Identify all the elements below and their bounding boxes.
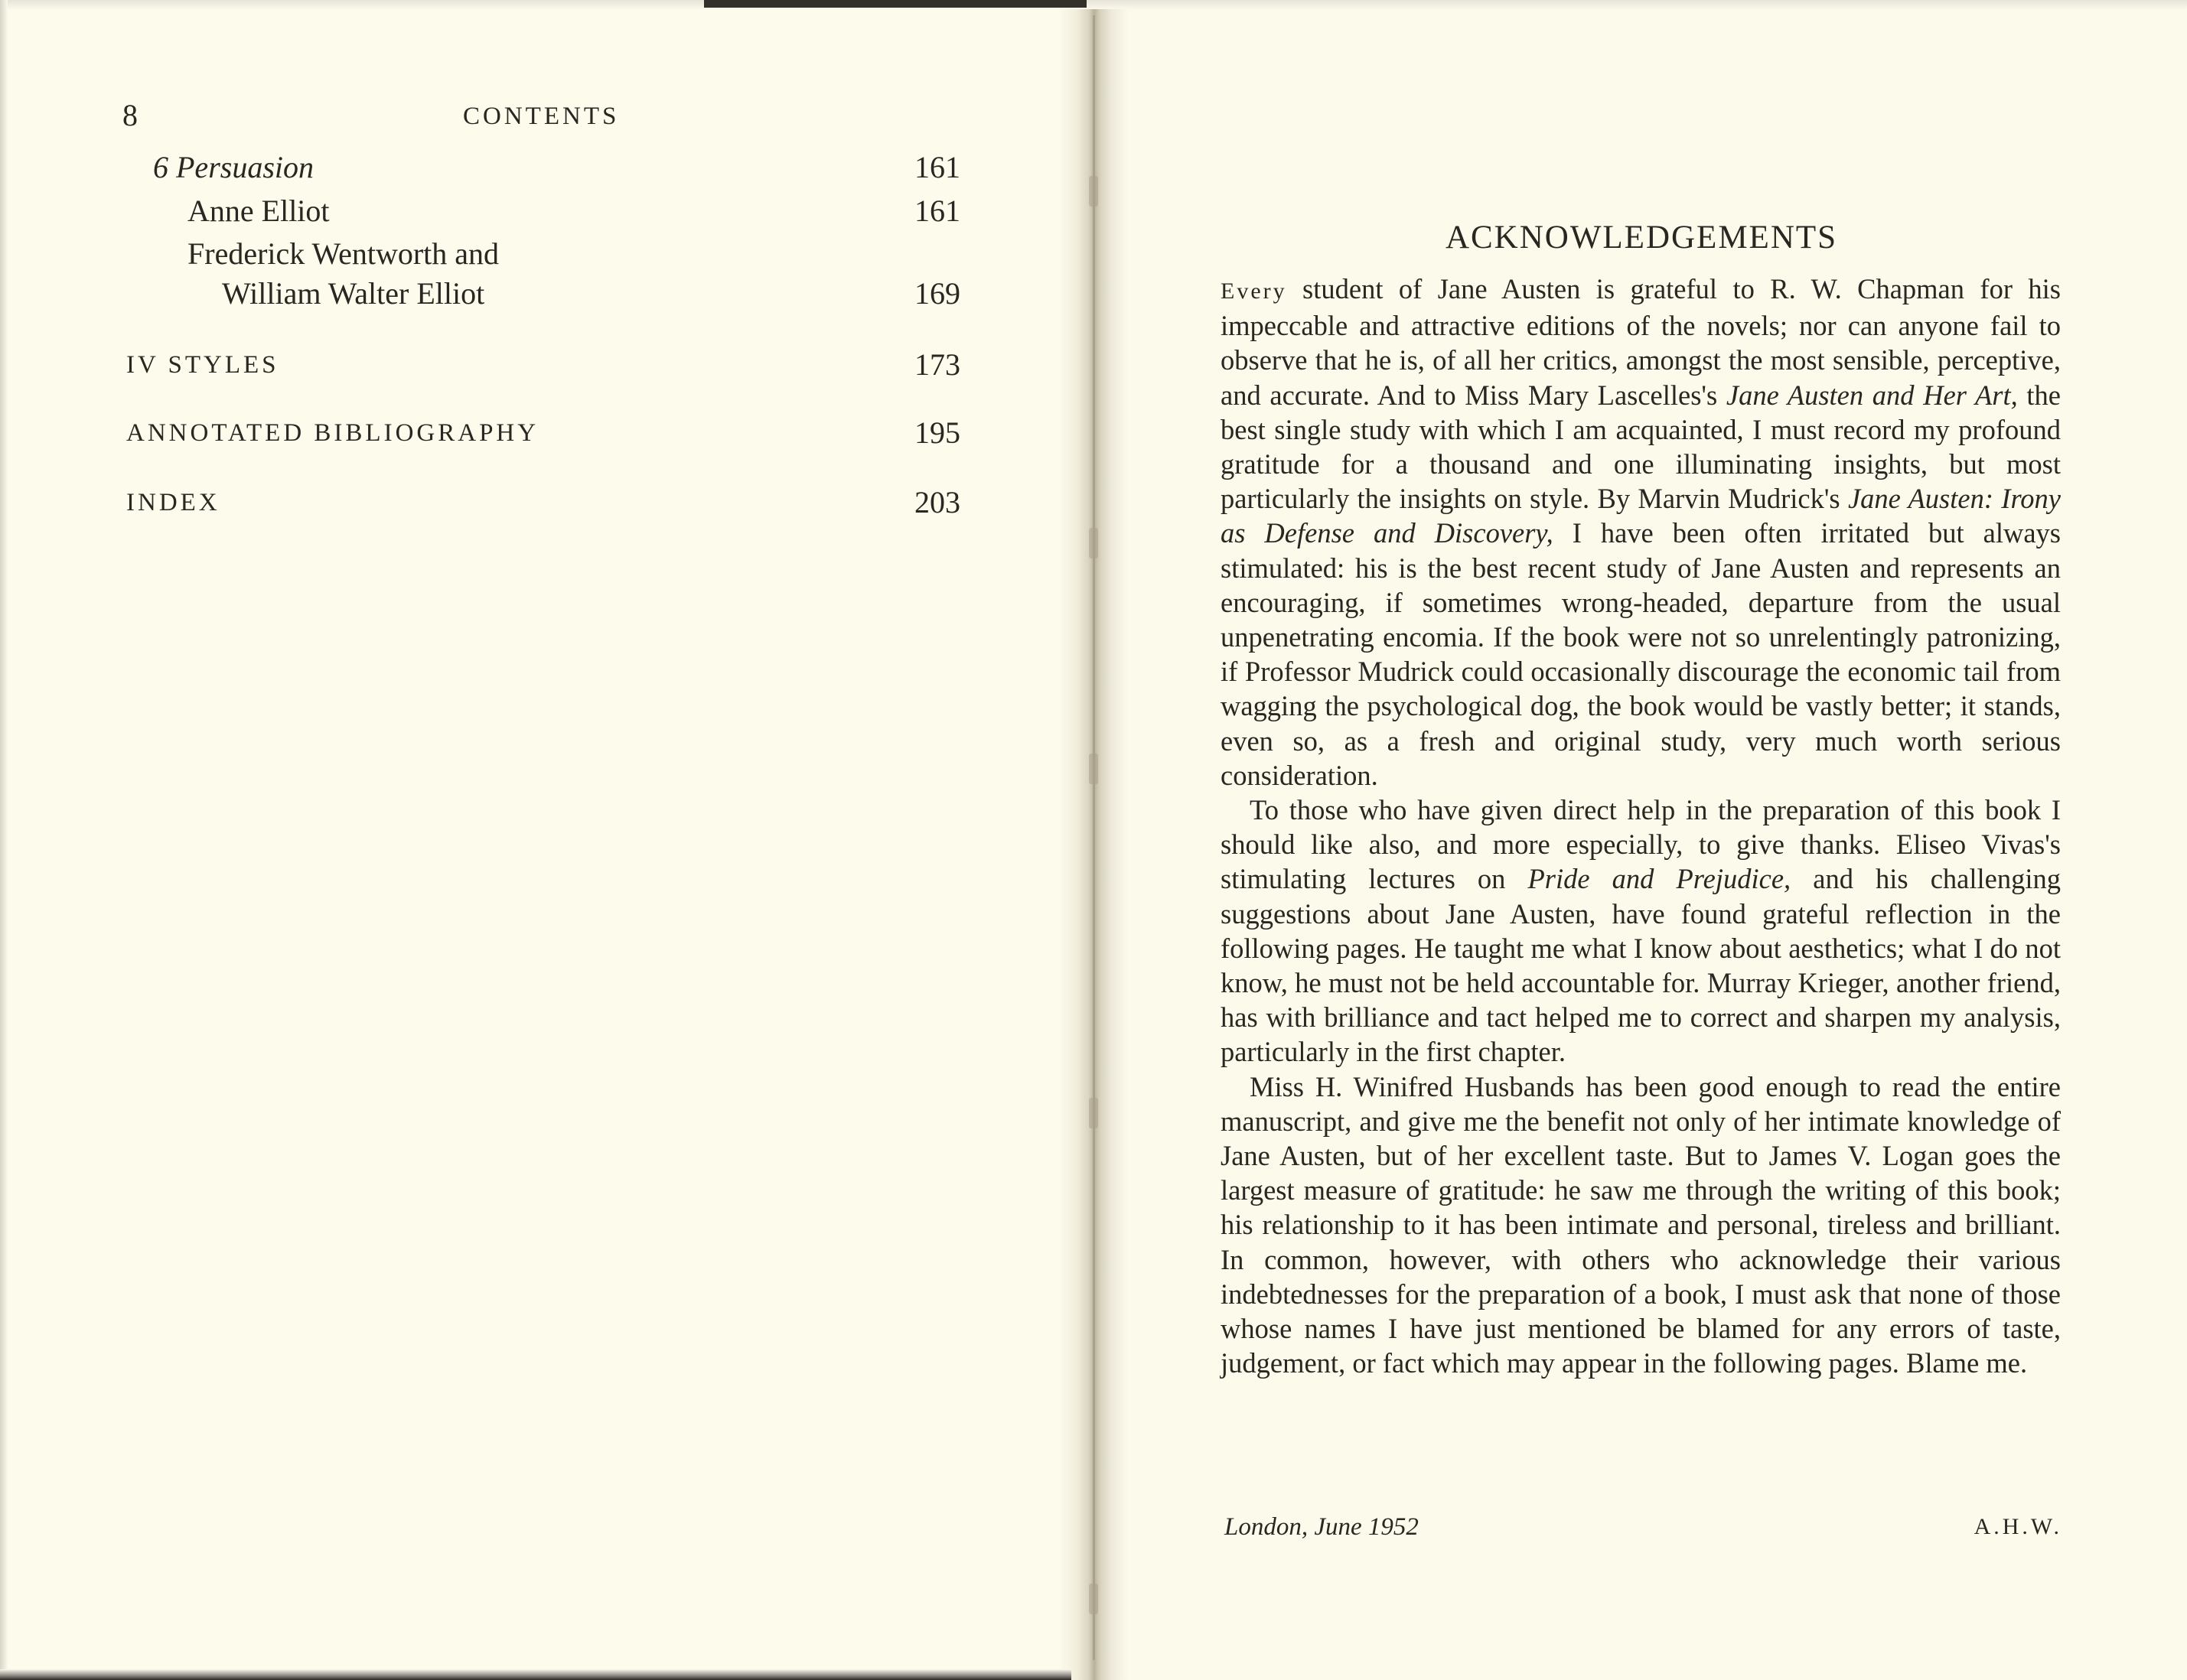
toc-entry-label: INDEX	[126, 489, 220, 516]
toc-entry-page: 173	[914, 347, 960, 382]
paragraph: Miss H. Winifred Husbands has been good enough to read the entire manuscript, and give me the benefit not only of her intimate knowledge of Jane Austen, but of her excellent taste. But to James V. Logan goes the largest measure of gratitude: he saw me through the writing of this book; his relationship to it has been intimate and personal, tireless and brilliant. In common, however, with others who acknowledge their various indebtednesses for the preparation of a book, I must ask that none of those whose names I have just mentioned be blamed for any errors of taste, judgement, or fact which may appear in the following pages. Blame me.	[1221, 1070, 2061, 1379]
text-run: To those who have given direct help in the preparation of this book I should like also, and more especially, to give thanks. Eliseo Vivas's stimulating lectures on	[1221, 794, 2061, 895]
binding-stitch	[1089, 176, 1098, 207]
text-run: I have been often irritated but always stimulated: his is the best recent study of Jane Austen and represents an encouraging, if sometimes wrong-headed, departure from the usual unpenetrating encomia. If the book were not so unrelentingly patronizing, if Professor Mudrick could occasionally discourage the economic tail from wagging the psychological dog, the book would be vastly better; it stands, even so, as a fresh and original study, very much worth serious consideration.	[1221, 517, 2061, 791]
toc-entry	[0, 347, 1079, 389]
toc-entry	[0, 193, 1079, 236]
signoff-initials: A.H.W.	[1974, 1514, 2062, 1539]
binding-stitch	[1089, 1584, 1098, 1614]
paragraph	[1221, 272, 2061, 793]
toc-entry-page: 161	[914, 150, 960, 184]
book-title: Jane Austen: Irony as Defense and Discovery,	[1221, 483, 2061, 549]
binding-stitch	[1089, 1098, 1098, 1128]
page-number: 8	[122, 98, 138, 132]
toc-entry-label: 6 Persuasion	[153, 150, 314, 184]
toc-entry-label: IV STYLES	[126, 351, 279, 379]
running-head: CONTENTS	[463, 103, 620, 130]
opening-word: Every	[1221, 278, 1287, 304]
toc-entry-page: 195	[914, 415, 960, 450]
bottom-page-edge	[0, 1669, 1071, 1680]
text-run: student of Jane Austen is grateful to R. W. Chapman for his impeccable and attractive editions of the novels; nor can anyone fail to observe that he is, of all her critics, amongst the most sensible, perceptive, and accurate. And to Miss Mary Lascelles's	[1221, 273, 2061, 411]
toc-entry-page: 203	[914, 485, 960, 519]
paragraph	[1221, 793, 2061, 1070]
toc-entry	[0, 415, 1079, 457]
text-run: and his challenging suggestions about Jane Austen, have found grateful reflection in the following pages. He taught me what I know about aesthetics; what I do not know, he must not be held accountable for. Murray Krieger, another friend, has with brilliance and tact helped me to correct and sharpen my analysis, particularly in the first chapter.	[1221, 863, 2061, 1068]
toc-entry-label: ANNOTATED BIBLIOGRAPHY	[126, 419, 539, 447]
text-run: the best single study with which I am acquainted, I must record my profound gratitude for a thousand and one illuminating insights, but most particularly the insights on style. By Marvin Mudrick's	[1221, 379, 2062, 515]
toc-entry-page: 161	[914, 194, 960, 228]
book-title: Jane Austen and Her Art,	[1726, 379, 2018, 411]
binding-stitch	[1089, 528, 1098, 558]
spine-fold	[1093, 15, 1095, 1660]
book-title: Pride and Prejudice,	[1527, 863, 1791, 895]
toc-entry-label: William Walter Elliot	[222, 276, 485, 311]
toc-entry	[0, 149, 1079, 192]
signoff-place-date: London, June 1952	[1224, 1513, 1419, 1541]
toc-entry-label: Anne Elliot	[187, 194, 330, 228]
toc-entry	[0, 484, 1079, 527]
toc-entry-label: Frederick Wentworth and	[187, 236, 500, 271]
binding-stitch	[1089, 754, 1098, 784]
toc-entry-page: 169	[914, 276, 960, 311]
toc-entry	[0, 275, 1079, 318]
page-title: ACKNOWLEDGEMENTS	[1445, 220, 1838, 256]
toc-entry	[0, 236, 1079, 278]
cover-edge-shadow	[704, 0, 1087, 8]
top-page-edge	[0, 0, 2187, 9]
acknowledgements-body	[1221, 272, 2061, 1381]
